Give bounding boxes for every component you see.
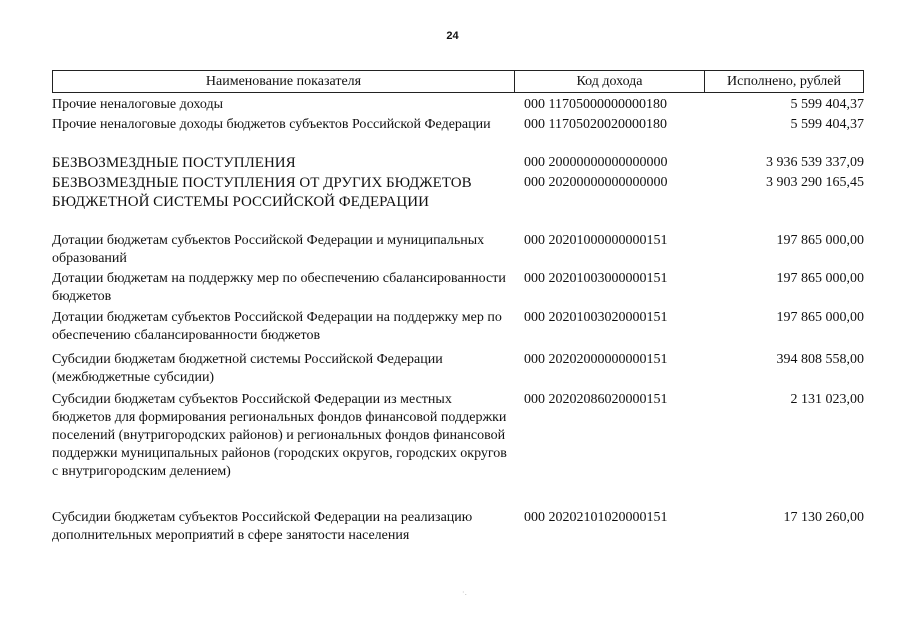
row-name: БЕЗВОЗМЕЗДНЫЕ ПОСТУПЛЕНИЯ ОТ ДРУГИХ БЮДЖЕТОВ БЮДЖЕТНОЙ СИСТЕМЫ РОССИЙСКОЙ ФЕДЕРАЦИИ — [52, 175, 472, 210]
row-name: Прочие неналоговые доходы бюджетов субъектов Российской Федерации — [52, 117, 491, 132]
row-code: 000 20202086020000151 — [524, 392, 668, 407]
row-value: 3 903 290 165,45 — [766, 175, 864, 190]
row-name: Дотации бюджетам на поддержку мер по обеспечению сбалансированности бюджетов — [52, 271, 506, 304]
row-code: 000 20000000000000000 — [524, 155, 668, 170]
page-number: 24 — [446, 30, 459, 42]
row-value: 197 865 000,00 — [776, 233, 864, 248]
row-name: Прочие неналоговые доходы — [52, 97, 224, 112]
row-value: 2 131 023,00 — [790, 392, 864, 407]
row-code: 000 11705020020000180 — [524, 117, 667, 132]
header-name: Наименование показателя — [53, 71, 515, 92]
row-value: 197 865 000,00 — [776, 310, 864, 325]
row-code: 000 20201000000000151 — [524, 233, 668, 248]
row-value: 5 599 404,37 — [790, 117, 864, 132]
row-name: БЕЗВОЗМЕЗДНЫЕ ПОСТУПЛЕНИЯ — [52, 155, 296, 171]
row-value: 3 936 539 337,09 — [766, 155, 864, 170]
header-executed: Исполнено, рублей — [727, 73, 841, 89]
row-code: 000 20200000000000000 — [524, 175, 668, 190]
header-code: Код дохода — [515, 71, 705, 92]
row-code: 000 20202000000000151 — [524, 352, 668, 367]
row-value: 197 865 000,00 — [776, 271, 864, 286]
row-name: Дотации бюджетам субъектов Российской Федерации и муниципальных образований — [52, 233, 485, 266]
row-name: Субсидии бюджетам субъектов Российской Федерации на реализацию дополнительных мероприятий в сфере занятости населения — [52, 510, 473, 543]
row-value: 17 130 260,00 — [783, 510, 864, 525]
scan-speck: ·. — [462, 588, 468, 597]
row-code: 000 11705000000000180 — [524, 97, 667, 112]
row-code: 000 20202101020000151 — [524, 510, 668, 525]
row-value: 394 808 558,00 — [776, 352, 864, 367]
table-header — [52, 70, 864, 93]
row-name: Субсидии бюджетам субъектов Российской Федерации из местных бюджетов для формирования региональных фондов финансовой поддержки поселений (внутригородских районов) и региональных фондов финансовой поддержки муниципальных районов (городских округов, городских округов с внутригородским делением) — [52, 392, 507, 479]
row-name: Дотации бюджетам субъектов Российской Федерации на поддержку мер по обеспечению сбалансированности бюджетов — [52, 310, 502, 343]
row-name: Субсидии бюджетам бюджетной системы Российской Федерации (межбюджетные субсидии) — [52, 352, 443, 385]
row-code: 000 20201003020000151 — [524, 310, 668, 325]
row-code: 000 20201003000000151 — [524, 271, 668, 286]
row-value: 5 599 404,37 — [790, 97, 864, 112]
